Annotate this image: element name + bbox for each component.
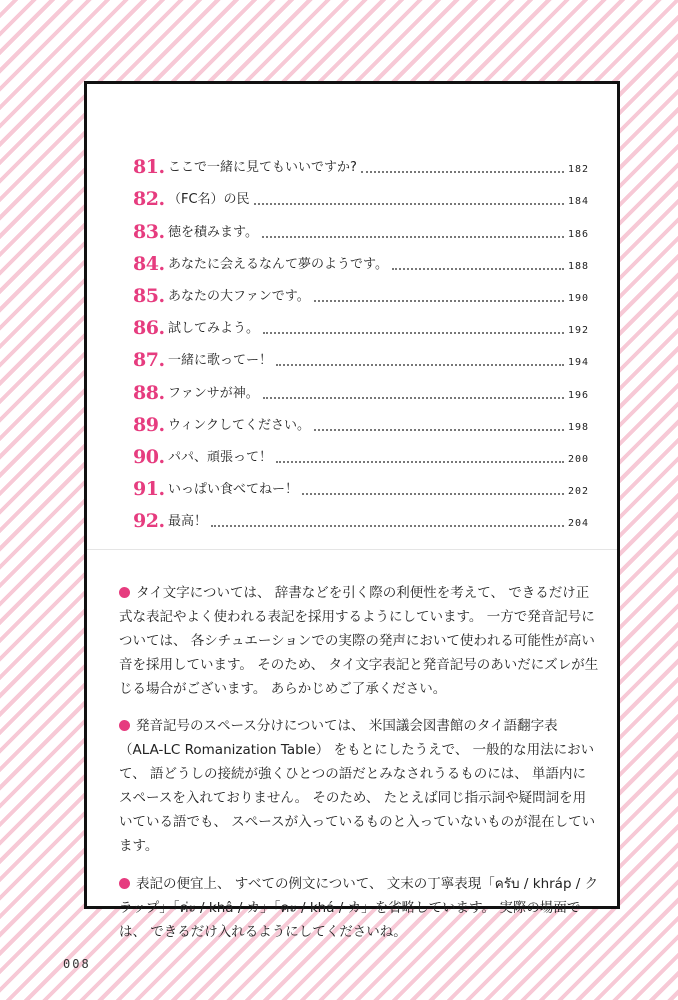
note-paragraph: [119, 872, 599, 944]
notes-section: [119, 567, 599, 956]
toc-title: 徳を積みます。: [168, 224, 258, 240]
dot-leader: [263, 397, 564, 399]
toc-title: ファンサが神。: [168, 385, 259, 401]
dot-leader: [262, 236, 564, 238]
toc-number: 87.: [133, 349, 165, 372]
toc-page: 184: [567, 196, 589, 208]
toc-number: 88.: [133, 381, 165, 404]
toc-title: 最高！: [168, 514, 208, 530]
toc-row: [133, 404, 589, 436]
dot-leader: [263, 332, 564, 334]
toc-row: [133, 371, 589, 403]
toc-page: 182: [567, 164, 589, 176]
toc-row: [133, 307, 589, 339]
toc-page: 196: [567, 389, 589, 401]
dot-leader: [302, 493, 564, 495]
toc-number: 85.: [133, 284, 165, 307]
page-number: 008: [63, 957, 91, 971]
toc-row: [133, 243, 589, 275]
section-divider: [87, 549, 617, 550]
note-paragraph: [119, 581, 599, 701]
toc-row: [133, 178, 589, 210]
note-text: 発音記号のスペース分けについては、 米国議会図書館のタイ語翻字表（ALA-LC Romanization Table） をもとにしたうえで、 一般的な用法において、 語どうしの接続が強くひとつの語だとみなされうるものには、 単語内にスペースを入れておりません。 そのため、 たとえば同じ指示詞や疑問詞を用いている語でも、 スペースが入っているものと入っていないものが混在しています。: [119, 718, 596, 854]
toc-number: 91.: [133, 478, 165, 501]
toc-title: いっぱい食べてねー！: [168, 482, 299, 498]
toc-page: 202: [567, 486, 589, 498]
toc-number: 89.: [133, 413, 165, 436]
toc-row: [133, 436, 589, 468]
toc-page: 194: [567, 357, 589, 369]
toc-row: [133, 210, 589, 242]
dot-leader: [392, 268, 564, 270]
toc-title: （FC名）の民: [168, 192, 250, 208]
toc-page: 188: [567, 260, 589, 272]
toc-title: あなたに会えるなんて夢のようです。: [168, 256, 388, 272]
toc-page: 192: [567, 325, 589, 337]
pink-bullet-icon: [119, 587, 130, 598]
dot-leader: [314, 429, 564, 431]
toc-title: ここで一緒に見てもいいですか?: [168, 160, 357, 176]
toc-page: 190: [567, 292, 589, 304]
toc-number: 90.: [133, 445, 165, 468]
toc-number: 81.: [133, 156, 165, 179]
table-of-contents: [133, 146, 589, 532]
toc-number: 83.: [133, 220, 165, 243]
pink-bullet-icon: [119, 720, 130, 731]
toc-title: 一緒に歌ってー！: [168, 353, 273, 369]
dot-leader: [361, 171, 564, 173]
note-text: タイ文字については、 辞書などを引く際の利便性を考えて、 できるだけ正式な表記やよく使われる表記を採用するようにしています。 一方で発音記号については、 各シチュエーションでの実際の発声において使われる可能性が高い音を採用しています。 そのため、 タイ文字表記と発音記号のあいだにズレが生じる場合がございます。 あらかじめご了承ください。: [119, 584, 599, 697]
note-paragraph: [119, 714, 599, 858]
note-text: 表記の便宜上、 すべての例文について、 文末の丁寧表現「ครับ / khráp / クラップ」「ค่ะ / khâ / カ」「คะ / khá / カ」を省略しています。 実際の場面では、 できるだけ入れるようにしてくださいね。: [119, 875, 599, 940]
content-frame: [84, 81, 620, 940]
toc-number: 92.: [133, 510, 165, 533]
toc-title: あなたの大ファンです。: [168, 288, 310, 304]
dot-leader: [276, 461, 564, 463]
toc-page: 200: [567, 453, 589, 465]
dot-leader: [314, 300, 564, 302]
toc-page: 198: [567, 421, 589, 433]
toc-number: 82.: [133, 188, 165, 211]
toc-title: パパ、頑張って！: [168, 449, 273, 465]
toc-row: [133, 500, 589, 532]
toc-page: 186: [567, 228, 589, 240]
toc-title: ウィンクしてください。: [168, 417, 310, 433]
toc-row: [133, 339, 589, 371]
toc-number: 84.: [133, 252, 165, 275]
toc-title: 試してみよう。: [168, 321, 260, 337]
toc-number: 86.: [133, 317, 165, 340]
toc-row: [133, 146, 589, 178]
dot-leader: [276, 364, 564, 366]
pink-bullet-icon: [119, 878, 130, 889]
toc-row: [133, 275, 589, 307]
toc-row: [133, 468, 589, 500]
dot-leader: [254, 203, 564, 205]
toc-page: 204: [567, 518, 589, 530]
dot-leader: [211, 525, 564, 527]
